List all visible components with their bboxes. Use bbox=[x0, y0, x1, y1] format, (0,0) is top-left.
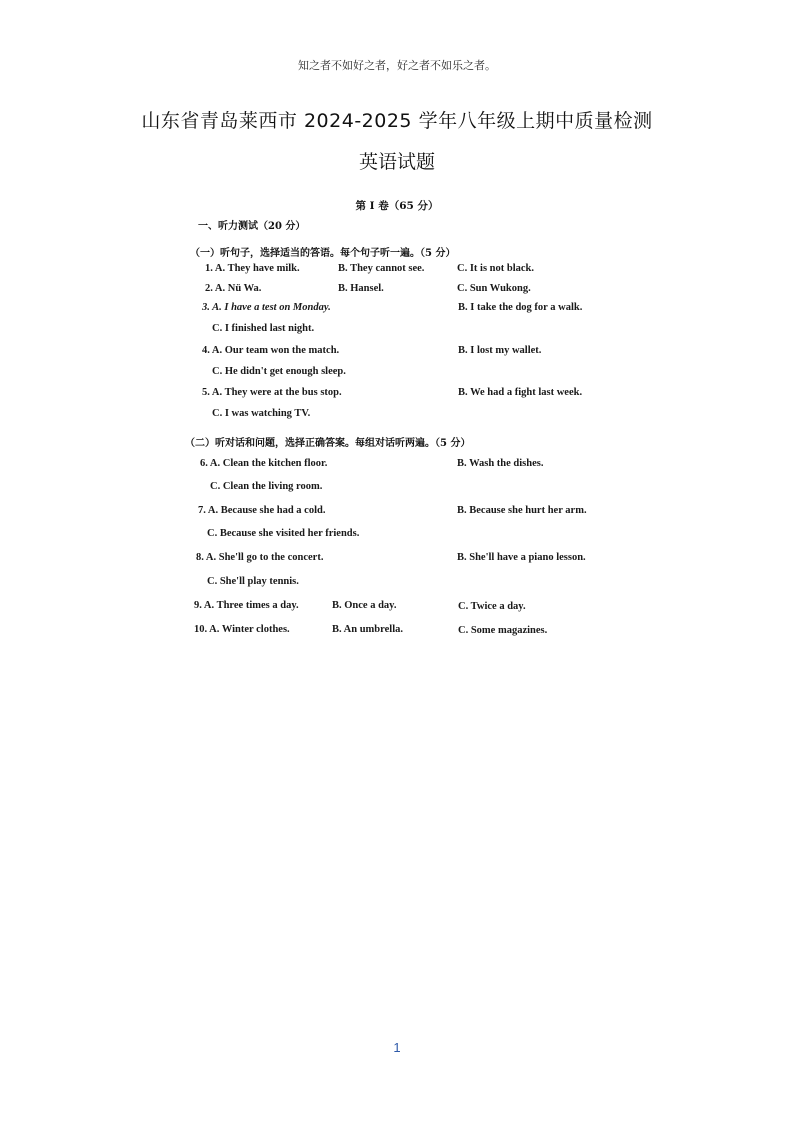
q4-option-b: B. I lost my wallet. bbox=[458, 345, 542, 356]
q6-option-c: C. Clean the living room. bbox=[210, 481, 323, 492]
page-number: 1 bbox=[393, 1040, 401, 1055]
q4-option-a: 4. A. Our team won the match. bbox=[202, 345, 340, 356]
section2-heading: （二）听对话和问题，选择正确答案。每组对话听两遍。（5 分） bbox=[185, 438, 471, 449]
q3-option-c: C. I finished last night. bbox=[212, 323, 315, 334]
q2-option-c: C. Sun Wukong. bbox=[457, 283, 531, 294]
q4-option-c: C. He didn't get enough sleep. bbox=[212, 366, 346, 377]
q9-option-c: C. Twice a day. bbox=[458, 601, 526, 612]
q10-option-c: C. Some magazines. bbox=[458, 625, 548, 636]
q7-option-b: B. Because she hurt her arm. bbox=[457, 505, 587, 516]
section1-heading: （一）听句子，选择适当的答语。每个句子听一遍。（5 分） bbox=[190, 248, 456, 259]
q1-option-b: B. They cannot see. bbox=[338, 263, 425, 274]
q3-option-a: 3. A. I have a test on Monday. bbox=[202, 302, 331, 313]
q2-option-a: 2. A. Nü Wa. bbox=[205, 283, 262, 294]
q3-option-b: B. I take the dog for a walk. bbox=[458, 302, 583, 313]
q1-option-a: 1. A. They have milk. bbox=[205, 263, 300, 274]
q8-option-a: 8. A. She'll go to the concert. bbox=[196, 552, 324, 563]
q6-option-a: 6. A. Clean the kitchen floor. bbox=[200, 458, 328, 469]
volume-heading: 第 I 卷（65 分） bbox=[355, 200, 439, 212]
q5-option-b: B. We had a fight last week. bbox=[458, 387, 583, 398]
q7-option-a: 7. A. Because she had a cold. bbox=[198, 505, 326, 516]
q1-option-c: C. It is not black. bbox=[457, 263, 535, 274]
part1-heading: 一、听力测试（20 分） bbox=[198, 221, 306, 232]
q5-option-c: C. I was watching TV. bbox=[212, 408, 311, 419]
q8-option-b: B. She'll have a piano lesson. bbox=[457, 552, 586, 563]
header-motto: 知之者不如好之者，好之者不如乐之者。 bbox=[298, 59, 496, 72]
document-title: 山东省青岛莱西市 2024-2025 学年八年级上期中质量检测 bbox=[141, 110, 653, 132]
q6-option-b: B. Wash the dishes. bbox=[457, 458, 544, 469]
q10-option-a: 10. A. Winter clothes. bbox=[194, 624, 290, 635]
q7-option-c: C. Because she visited her friends. bbox=[207, 528, 360, 539]
q9-option-a: 9. A. Three times a day. bbox=[194, 600, 299, 611]
q8-option-c: C. She'll play tennis. bbox=[207, 576, 299, 587]
q2-option-b: B. Hansel. bbox=[338, 283, 384, 294]
q9-option-b: B. Once a day. bbox=[332, 600, 397, 611]
q5-option-a: 5. A. They were at the bus stop. bbox=[202, 387, 342, 398]
q10-option-b: B. An umbrella. bbox=[332, 624, 403, 635]
document-subtitle: 英语试题 bbox=[358, 151, 435, 173]
